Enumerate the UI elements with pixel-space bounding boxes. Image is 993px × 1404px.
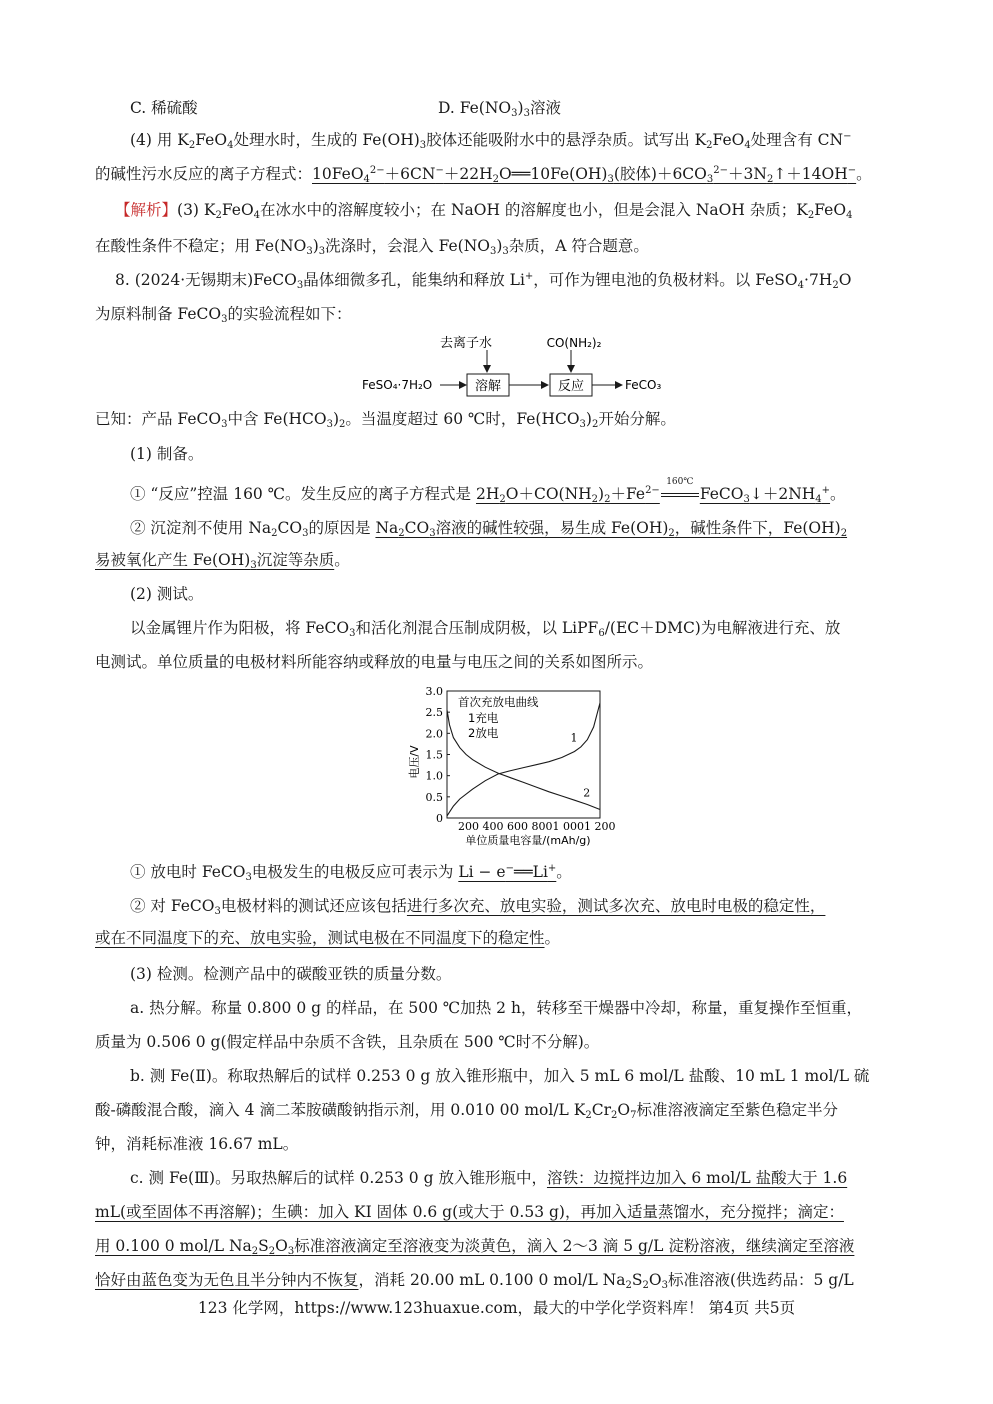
option-d: D. $Fe(NO_3)_3$溶液 bbox=[438, 99, 561, 119]
precipitant-reason-answer: $Na_2CO_3$溶液的碱性较强，易生成 $Fe(OH)_2$，碱性条件下，$Fe(OH)_2$ bbox=[375, 519, 848, 539]
page-footer: 123 化学网，https://www.123huaxue.com，最大的中学化学资料库！ 第4页 共5页 bbox=[197, 1299, 796, 1317]
part-1-q2-line-2 bbox=[0, 544, 993, 578]
legend-discharge: 2放电 bbox=[468, 726, 499, 740]
step-a: a. 热分解。称量 0.800 0 g 的样品，在 500 ℃加热 2 h，转移至干燥器中冷却，称量，重复操作至恒重， bbox=[130, 999, 862, 1017]
y-tick-label: 2.5 bbox=[425, 706, 443, 720]
step-c-3 bbox=[95, 1236, 854, 1256]
part-2-desc: 以金属锂片作为阳极，将 FeCO$_3$和活化剂混合压制成阴极，以 LiPF$_6$/(EC＋DMC)为电解液进行充、放 bbox=[130, 619, 841, 639]
part-2-desc-line-2 bbox=[0, 646, 993, 680]
question-4-line bbox=[0, 124, 993, 158]
question-4-text: (4) 用 $K_2FeO_4$处理水时，生成的 $Fe(OH)_3$胶体还能吸附水中的悬浮杂质。试写出 $K_2FeO_4$处理含有 CN− bbox=[130, 131, 852, 151]
reaction-equation-answer: $2H_2O+CO(NH_2)_2+Fe^{2-}$ 160℃ $FeCO_3↓+2NH_4^+$ bbox=[476, 485, 830, 503]
step-c-2 bbox=[95, 1202, 844, 1222]
part-2-q1: ① 放电时 FeCO$_3$电极发生的电极反应可表示为 Li − e−══Li+。 bbox=[130, 863, 572, 883]
analysis-text-2: 在酸性条件不稳定；用 $Fe(NO_3)_3$洗涤时，会混入 $Fe(NO_3)_3$杂质，A 符合题意。 bbox=[95, 237, 649, 257]
part-2-heading-text: (2) 测试。 bbox=[130, 585, 204, 603]
charge-discharge-chart bbox=[400, 684, 640, 854]
step-c-line-3 bbox=[0, 1230, 993, 1264]
analysis-text: 【解析】(3) $K_2FeO_4$在冰水中的溶解度较小；在 NaOH 的溶解度也小，但是会混入 NaOH 杂质；$K_2FeO_4$ bbox=[115, 201, 853, 221]
part-2-heading bbox=[0, 578, 993, 612]
flow-start: FeSO₄·7H₂O bbox=[362, 378, 433, 392]
step-c-answer-2: mL(或至固体不再溶解)；生碘：加入 KI 固体 0.6 g(或大于 0.53 g)，再加入适量蒸馏水，充分搅拌；滴定： bbox=[95, 1203, 844, 1221]
question-8-line-2 bbox=[0, 298, 993, 332]
y-tick-label: 1.5 bbox=[425, 748, 443, 762]
process-flow-diagram bbox=[360, 332, 680, 400]
option-line bbox=[0, 92, 993, 126]
step-c-answer-3: 用 0.100 0 mol/L $Na_2S_2O_3$标准溶液滴定至溶液变为淡黄色，滴入 2～3 滴 5 g/L 淀粉溶液，继续滴定至溶液 bbox=[95, 1237, 855, 1257]
question-4-answer: 的碱性污水反应的离子方程式：$10FeO_4^{2-}+6CN^-+22H_2O══10Fe(OH)_3$(胶体)$+6CO_3^{2-}+3N_2↑+14OH^-$。 bbox=[95, 165, 872, 185]
known-info: 已知：产品 FeCO$_3$中含 $Fe(HCO_3)_2$。当温度超过 60 ℃时，$Fe(HCO_3)_2$开始分解。 bbox=[95, 410, 676, 430]
series-label-2: 2 bbox=[583, 786, 591, 800]
part-1-q2-cont: 易被氧化产生 $Fe(OH)_3$沉淀等杂质。 bbox=[95, 551, 350, 571]
part-1-q2-line bbox=[0, 512, 993, 546]
step-b-3: 钟，消耗标准液 16.67 mL。 bbox=[95, 1135, 299, 1153]
analysis-tag: 【解析】 bbox=[115, 201, 178, 219]
y-tick-label: 3.0 bbox=[425, 685, 443, 698]
step-a-line-2 bbox=[0, 1026, 993, 1060]
part-1-q2: ② 沉淀剂不使用 $Na_2CO_3$的原因是 $Na_2CO_3$溶液的碱性较强，易生成 $Fe(OH)_2$，碱性条件下，$Fe(OH)_2$ bbox=[130, 519, 848, 539]
part-2-q2-line bbox=[0, 890, 993, 924]
y-axis-label: 电压/V bbox=[408, 745, 421, 779]
analysis-line-2 bbox=[0, 230, 993, 264]
part-3-heading bbox=[0, 958, 993, 992]
part-2-q2-cont: 或在不同温度下的充、放电实验，测试电极在不同温度下的稳定性。 bbox=[95, 929, 561, 947]
y-tick-label: 1.0 bbox=[425, 769, 443, 783]
question-8-stem: 8. (2024·无锡期末)FeCO$_3$晶体细微多孔，能集纳和释放 Li+，可作为锂电池的负极材料。以 $FeSO_4\cdot 7H_2O$ bbox=[115, 271, 852, 291]
part-1-heading-text: (1) 制备。 bbox=[130, 445, 204, 463]
step-b-line-3 bbox=[0, 1128, 993, 1162]
known-info-line bbox=[0, 403, 993, 437]
flow-box-react-label: 反应 bbox=[557, 379, 585, 394]
part-1-heading bbox=[0, 438, 993, 472]
chart-title: 首次充放电曲线 bbox=[458, 695, 539, 709]
y-tick-label: 0 bbox=[436, 812, 443, 825]
step-b: b. 测 Fe(Ⅱ)。称取热解后的试样 0.253 0 g 放入锥形瓶中，加入 5 mL 6 mol/L 盐酸、10 mL 1 mol/L 硫 bbox=[130, 1067, 870, 1085]
flow-box-dissolve-label: 溶解 bbox=[474, 379, 502, 394]
step-b-line-2 bbox=[0, 1094, 993, 1128]
step-c-4: 恰好由蓝色变为无色且半分钟内不恢复，消耗 20.00 mL 0.100 0 mol/L $Na_2S_2O_3$标准溶液(供选药品：5 g/L bbox=[95, 1271, 854, 1291]
part-2-desc-line bbox=[0, 612, 993, 646]
test-suggestion-answer: 进行多次充、放电实验，测试多次充、放电时电极的稳定性， bbox=[406, 897, 826, 915]
step-c-answer: 溶铁：边搅拌边加入 6 mol/L 盐酸大于 1.6 bbox=[546, 1169, 848, 1187]
step-c-answer-4: 恰好由蓝色变为无色且半分钟内不恢复 bbox=[95, 1271, 359, 1289]
step-b-line bbox=[0, 1060, 993, 1094]
precipitant-reason-answer-2: 易被氧化产生 $Fe(OH)_3$沉淀等杂质 bbox=[95, 551, 335, 571]
reaction-condition: 160℃ bbox=[666, 477, 694, 487]
question-8-stem-2: 为原料制备 FeCO$_3$的实验流程如下： bbox=[95, 305, 352, 325]
test-suggestion-answer-2: 或在不同温度下的充、放电实验，测试电极在不同温度下的稳定性 bbox=[95, 929, 545, 947]
step-c: c. 测 Fe(Ⅲ)。另取热解后的试样 0.253 0 g 放入锥形瓶中，溶铁：边搅拌边加入 6 mol/L 盐酸大于 1.6 bbox=[130, 1169, 848, 1187]
flow-input-urea: CO(NH₂)₂ bbox=[546, 336, 602, 350]
part-2-q1-line bbox=[0, 856, 993, 890]
y-tick-label: 0.5 bbox=[425, 790, 443, 804]
series-label-1: 1 bbox=[570, 731, 578, 745]
part-2-q2: ② 对 FeCO$_3$电极材料的测试还应该包括进行多次充、放电实验，测试多次充、放电时电极的稳定性， bbox=[130, 897, 826, 917]
analysis-line bbox=[0, 194, 993, 228]
legend-charge: 1充电 bbox=[468, 711, 499, 725]
part-2-q2-line-2 bbox=[0, 922, 993, 956]
step-a-line bbox=[0, 992, 993, 1026]
step-c-line-2 bbox=[0, 1196, 993, 1230]
step-c-line-4 bbox=[0, 1264, 993, 1298]
question-8-line bbox=[0, 264, 993, 298]
x-axis-label: 单位质量电容量/(mAh/g) bbox=[465, 834, 591, 847]
x-tick-labels: 200 400 600 8001 0001 200 bbox=[458, 820, 616, 833]
electrode-reaction-answer: Li − e−══Li+ bbox=[458, 863, 557, 881]
step-b-2: 酸-磷酸混合酸，滴入 4 滴二苯胺磺酸钠指示剂，用 0.010 00 mol/L $K_2Cr_2O_7$标准溶液滴定至紫色稳定半分 bbox=[95, 1101, 838, 1121]
y-tick-label: 2.0 bbox=[425, 727, 443, 741]
part-3-heading-text: (3) 检测。检测产品中的碳酸亚铁的质量分数。 bbox=[130, 965, 452, 983]
question-4-answer-line bbox=[0, 158, 993, 192]
step-c-line bbox=[0, 1162, 993, 1196]
ionic-equation-answer: $10FeO_4^{2-}+6CN^-+22H_2O══10Fe(OH)_3$(胶体)$+6CO_3^{2-}+3N_2↑+14OH^-$ bbox=[312, 165, 857, 185]
part-2-desc-2: 电测试。单位质量的电极材料所能容纳或释放的电量与电压之间的关系如图所示。 bbox=[95, 653, 654, 671]
option-c: C. 稀硫酸 bbox=[130, 99, 198, 117]
step-a-2: 质量为 0.506 0 g(假定样品中杂质不含铁，且杂质在 500 ℃时不分解)。 bbox=[95, 1033, 600, 1051]
flow-end: FeCO₃ bbox=[625, 378, 662, 392]
part-1-q1: ① “反应”控温 160 ℃。发生反应的离子方程式是 $2H_2O+CO(NH_2)_2+Fe^{2-}$ 160℃ $FeCO_3↓+2NH_4^+$。 bbox=[130, 484, 846, 504]
flow-input-water: 去离子水 bbox=[439, 336, 493, 351]
part-1-q1-line bbox=[0, 478, 993, 512]
